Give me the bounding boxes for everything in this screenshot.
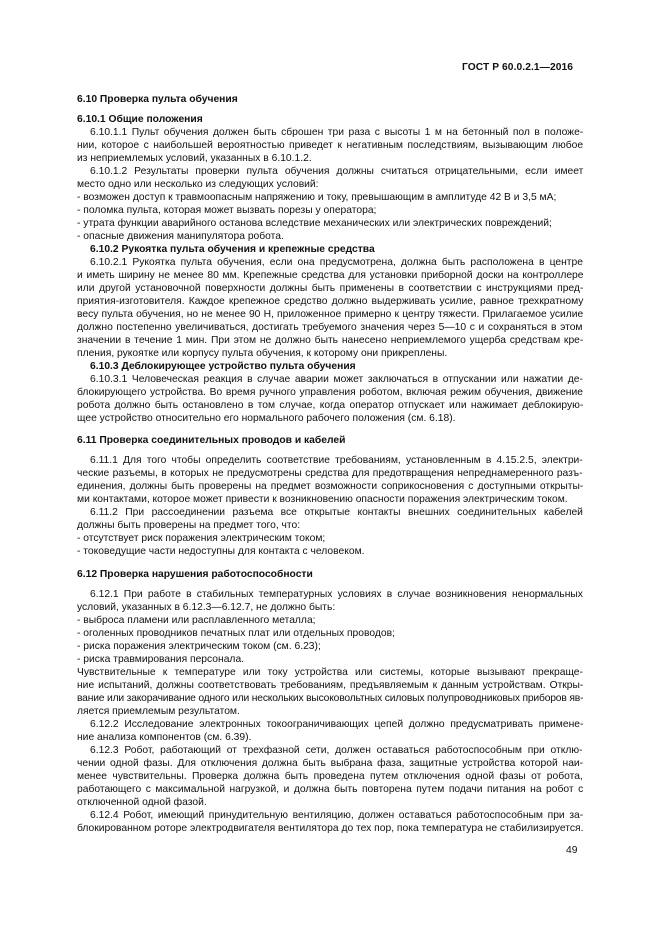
page-number: 49 <box>566 845 578 856</box>
text-line: менее чувствительны. Проверка должна быть проведена путем отключения одной фазы от робота, <box>77 771 583 782</box>
text-line: щее устройство относительно его нормального рабочего положения (см. 6.18). <box>77 413 456 424</box>
text-line: - токоведущие части недоступны для контакта с человеком. <box>77 546 365 557</box>
text-line: 6.10.2.1 Рукоятка пульта обучения, если она предусмотрена, должна быть расположена в центре <box>90 257 583 268</box>
text-line: - риска травмирования персонала. <box>77 654 245 665</box>
text-line: условий, указанных в 6.12.3—6.12.7, не должно быть: <box>77 602 336 613</box>
text-line: ние испытаний, должны соответствовать требованиям, предъявляемым к данным устройствам. Откры- <box>77 680 584 691</box>
text-line: должны быть проверены на предмет того, что: <box>77 520 301 531</box>
text-line: ческие разъемы, в которых не предусмотрены средства для предотвращения непреднамеренного разъ- <box>77 468 583 479</box>
text-line: единения, должны быть проверены на предмет возможности соприкосновения с доступными открыты- <box>77 481 584 492</box>
text-line: место одно или несколько из следующих условий: <box>77 179 319 190</box>
text-line: - риска поражения электрическим током (см. 6.23); <box>77 641 321 652</box>
text-line: - выброса пламени или расплавленного металла; <box>77 615 316 626</box>
document-header: ГОСТ Р 60.0.2.1—2016 <box>462 62 574 73</box>
section-heading: 6.11 Проверка соединительных проводов и кабелей <box>77 435 346 446</box>
text-line: из неприемлемых условий, указанных в 6.10.1.2. <box>77 153 312 164</box>
text-line: приятия-изготовителя. Каждое крепежное средство должно выдерживать усилие, равное трехкратному <box>77 296 584 307</box>
text-line: отключенной одной фазой. <box>77 797 207 808</box>
text-line: 6.10.1.1 Пульт обучения должен быть сброшен три раза с высоты 1 м на бетонный пол в положе- <box>90 127 584 138</box>
text-line: ляется приемлемым результатом. <box>77 706 240 717</box>
section-heading: 6.12 Проверка нарушения работоспособности <box>77 569 313 580</box>
text-line: 6.12.2 Исследование электронных токоограничивающих цепей должно предусматривать примене- <box>90 719 584 730</box>
text-line: - утрата функции аварийного останова вследствие механических или электрических повреждений; <box>77 218 552 229</box>
text-line: 6.12.1 При работе в стабильных температурных условиях в случае возникновения ненормальных <box>90 589 583 600</box>
text-line: и иметь ширину не менее 80 мм. Крепежные средства для установки приборной доски на контроллере <box>77 270 584 281</box>
section-heading: 6.10.1 Общие положения <box>77 114 203 125</box>
text-line: - оголенных проводников печатных плат или отдельных проводов; <box>77 628 395 639</box>
text-line: ми контактами, которое может привести к возникновению опасности поражения электрическим током. <box>77 494 568 505</box>
text-line: нии, которое с наибольшей вероятностью приведет к негативным последствиям, вызывающим любое <box>77 140 584 151</box>
text-line: чении одной фазы. Для отключения должна быть выбрана фаза, защитные устройства которой наи- <box>77 758 584 769</box>
text-line: - отсутствует риск поражения электрическим током; <box>77 533 326 544</box>
text-line: 6.12.3 Робот, работающий от трехфазной сети, должен оставаться работоспособным при отклю- <box>90 745 583 756</box>
text-line: вание или закорачивание одного или нескольких высоковольтных силовых полупроводниковых приборов яв- <box>77 693 584 704</box>
text-line: - поломка пульта, которая может вызвать порезы у оператора; <box>77 205 377 216</box>
text-line: блокирующего устройства. Во время ручного управления роботом, включая режим обучения, движение <box>77 387 583 398</box>
text-line: - возможен доступ к травмоопасным напряжению и току, превышающим в амплитуде 42 В и 3,5 мА; <box>77 192 557 203</box>
text-line: 6.12.4 Робот, имеющий принудительную вентиляцию, должен оставаться работоспособным при за- <box>90 810 584 821</box>
section-heading: 6.10.2 Рукоятка пульта обучения и крепежные средства <box>90 244 375 255</box>
text-line: 6.11.1 Для того чтобы определить соответствие требованиям, установленным в 4.15.2.5, электри- <box>90 455 583 466</box>
section-heading: 6.10 Проверка пульта обучения <box>77 94 238 105</box>
text-line: - опасные движения манипулятора робота. <box>77 231 284 242</box>
section-heading: 6.10.3 Деблокирующее устройство пульта обучения <box>90 361 356 372</box>
text-line: робота должно быть остановлено в том случае, когда оператор отпускает или нажимает деблокирую- <box>77 400 584 411</box>
text-line: должно постепенно увеличиваться, достигать требуемого значения через 5—10 с и сохраняться в этом <box>77 322 583 333</box>
text-line: работающего с максимальной нагрузкой, и должна быть повторена путем подачи питания на робот с <box>77 784 584 795</box>
text-line: Чувствительные к температуре или току устройства или системы, которые вызывают прекраще- <box>77 667 583 678</box>
text-line: 6.10.1.2 Результаты проверки пульта обучения должны считаться отрицательными, если имеет <box>90 166 584 177</box>
text-line: значении в течение 1 мин. При этом не должно быть нанесено неприемлемого ущерба средствам кре- <box>77 335 584 346</box>
text-line: весу пульта обучения, но не менее 90 Н, приложенное примерно к центру тяжести. Прилагаемое усилие <box>77 309 584 320</box>
text-line: пления, рукоятке или корпусу пульта обучения, к которому они прикреплены. <box>77 348 448 359</box>
text-line: блокированном роторе электродвигателя вентилятора до тех пор, пока температура не стабилизируется. <box>77 823 584 834</box>
text-line: 6.10.3.1 Человеческая реакция в случае аварии может заключаться в отпускании или нажатии де- <box>90 374 583 385</box>
text-line: 6.11.2 При рассоединении разъема все открытые контакты внешних соединительных кабелей <box>90 507 583 518</box>
text-line: или другой установочной поверхности должны быть применены в соответствии с инструкциями пред- <box>77 283 584 294</box>
text-line: ние анализа компонентов (см. 6.39). <box>77 732 252 743</box>
